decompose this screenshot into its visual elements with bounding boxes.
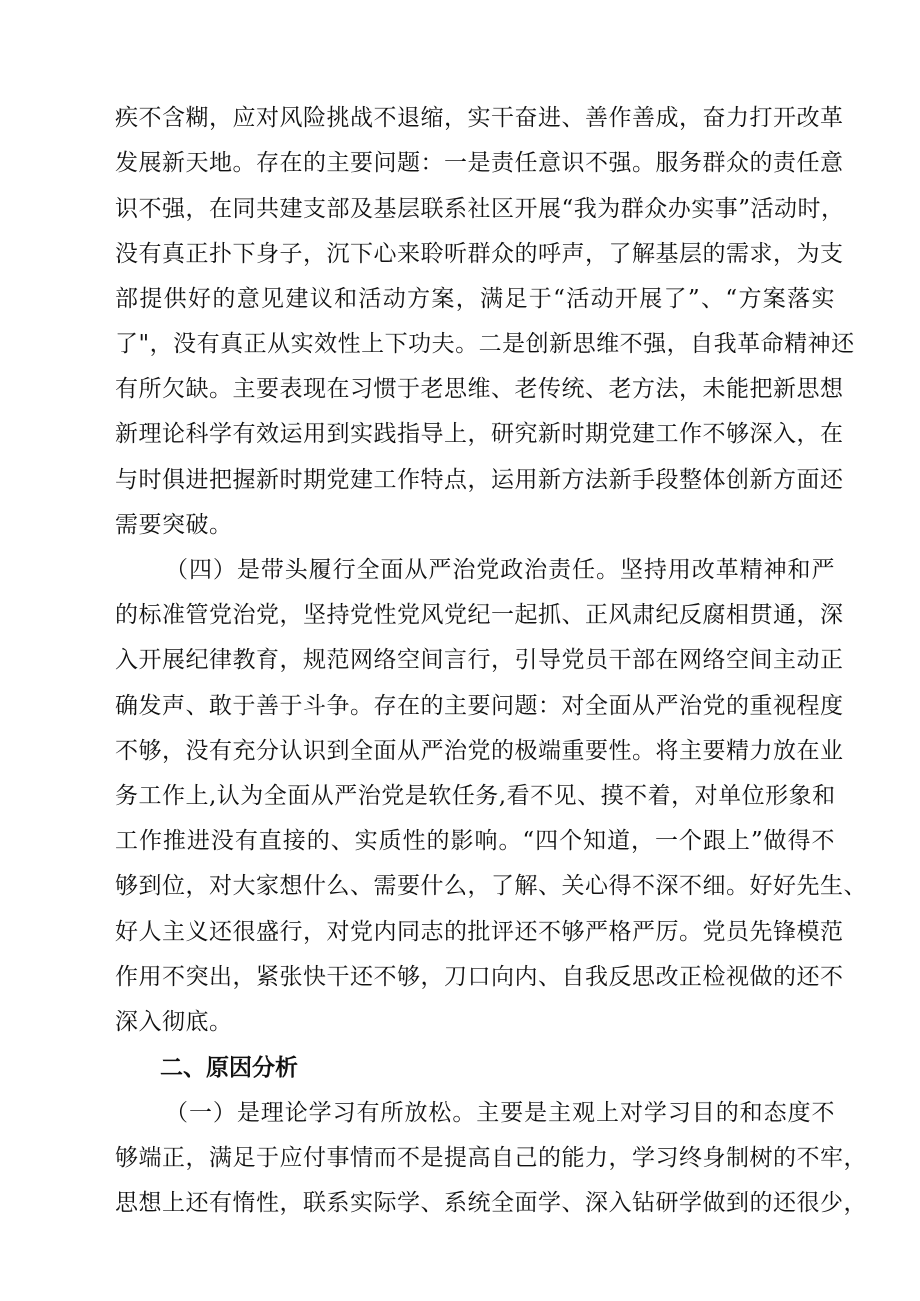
body-line: 够到位，对大家想什么、需要什么，了解、关心得不深不细。好好先生、 — [115, 873, 867, 899]
body-line: 疾不含糊，应对风险挑战不退缩，实干奋进、善作善成，奋力打开改革 — [115, 105, 844, 131]
body-line: 深入彻底。 — [115, 1009, 233, 1035]
body-line: 工作推进没有直接的、实质性的影响。“四个知道，一个跟上”做得不 — [115, 828, 835, 854]
body-line: 没有真正扑下身子，沉下心来聆听群众的呼声，了解基层的需求，为支 — [115, 241, 844, 267]
body-line: 入开展纪律教育，规范网络空间言行，引导党员干部在网络空间主动正 — [115, 647, 844, 673]
body-line: 发展新天地。存在的主要问题：一是责任意识不强。服务群众的责任意 — [115, 150, 844, 176]
body-line: 识不强，在同共建支部及基层联系社区开展“我为群众办实事”活动时， — [115, 196, 845, 222]
paragraph-first-line: （四）是带头履行全面从严治党政治责任。坚持用改革精神和严 — [165, 557, 835, 583]
body-line: 新理论科学有效运用到实践指导上，研究新时期党建工作不够深入，在 — [115, 421, 844, 447]
body-line: 好人主义还很盛行，对党内同志的批评还不够严格严厉。党员先锋模范 — [115, 919, 844, 945]
body-line: 思想上还有惰性，联系实际学、系统全面学、深入钻研学做到的还很少， — [115, 1190, 867, 1216]
section-heading: 二、原因分析 — [160, 1055, 298, 1081]
paragraph-first-line: （一）是理论学习有所放松。主要是主观上对学习目的和态度不 — [165, 1100, 835, 1126]
body-line: 部提供好的意见建议和活动方案，满足于“活动开展了”、“方案落实 — [115, 286, 835, 312]
body-line: 有所欠缺。主要表现在习惯于老思维、老传统、老方法，未能把新思想 — [115, 376, 844, 402]
body-line: 不够，没有充分认识到全面从严治党的极端重要性。将主要精力放在业 — [115, 738, 844, 764]
body-line: 作用不突出，紧张快干还不够，刀口向内、自我反思改正检视做的还不 — [115, 964, 844, 990]
body-line: 确发声、敢于善于斗争。存在的主要问题：对全面从严治党的重视程度 — [115, 693, 844, 719]
body-line: 务工作上,认为全面从严治党是软任务,看不见、摸不着，对单位形象和 — [115, 783, 836, 809]
body-line: 需要突破。 — [115, 512, 233, 538]
body-line: 的标准管党治党，坚持党性党风党纪一起抓、正风肃纪反腐相贯通，深 — [115, 602, 844, 628]
body-line: 了"，没有真正从实效性上下功夫。二是创新思维不强，自我革命精神还 — [115, 331, 855, 357]
body-line: 够端正，满足于应付事情而不是提高自己的能力，学习终身制树的不牢， — [115, 1145, 867, 1171]
body-line: 与时俱进把握新时期党建工作特点，运用新方法新手段整体创新方面还 — [115, 467, 844, 493]
